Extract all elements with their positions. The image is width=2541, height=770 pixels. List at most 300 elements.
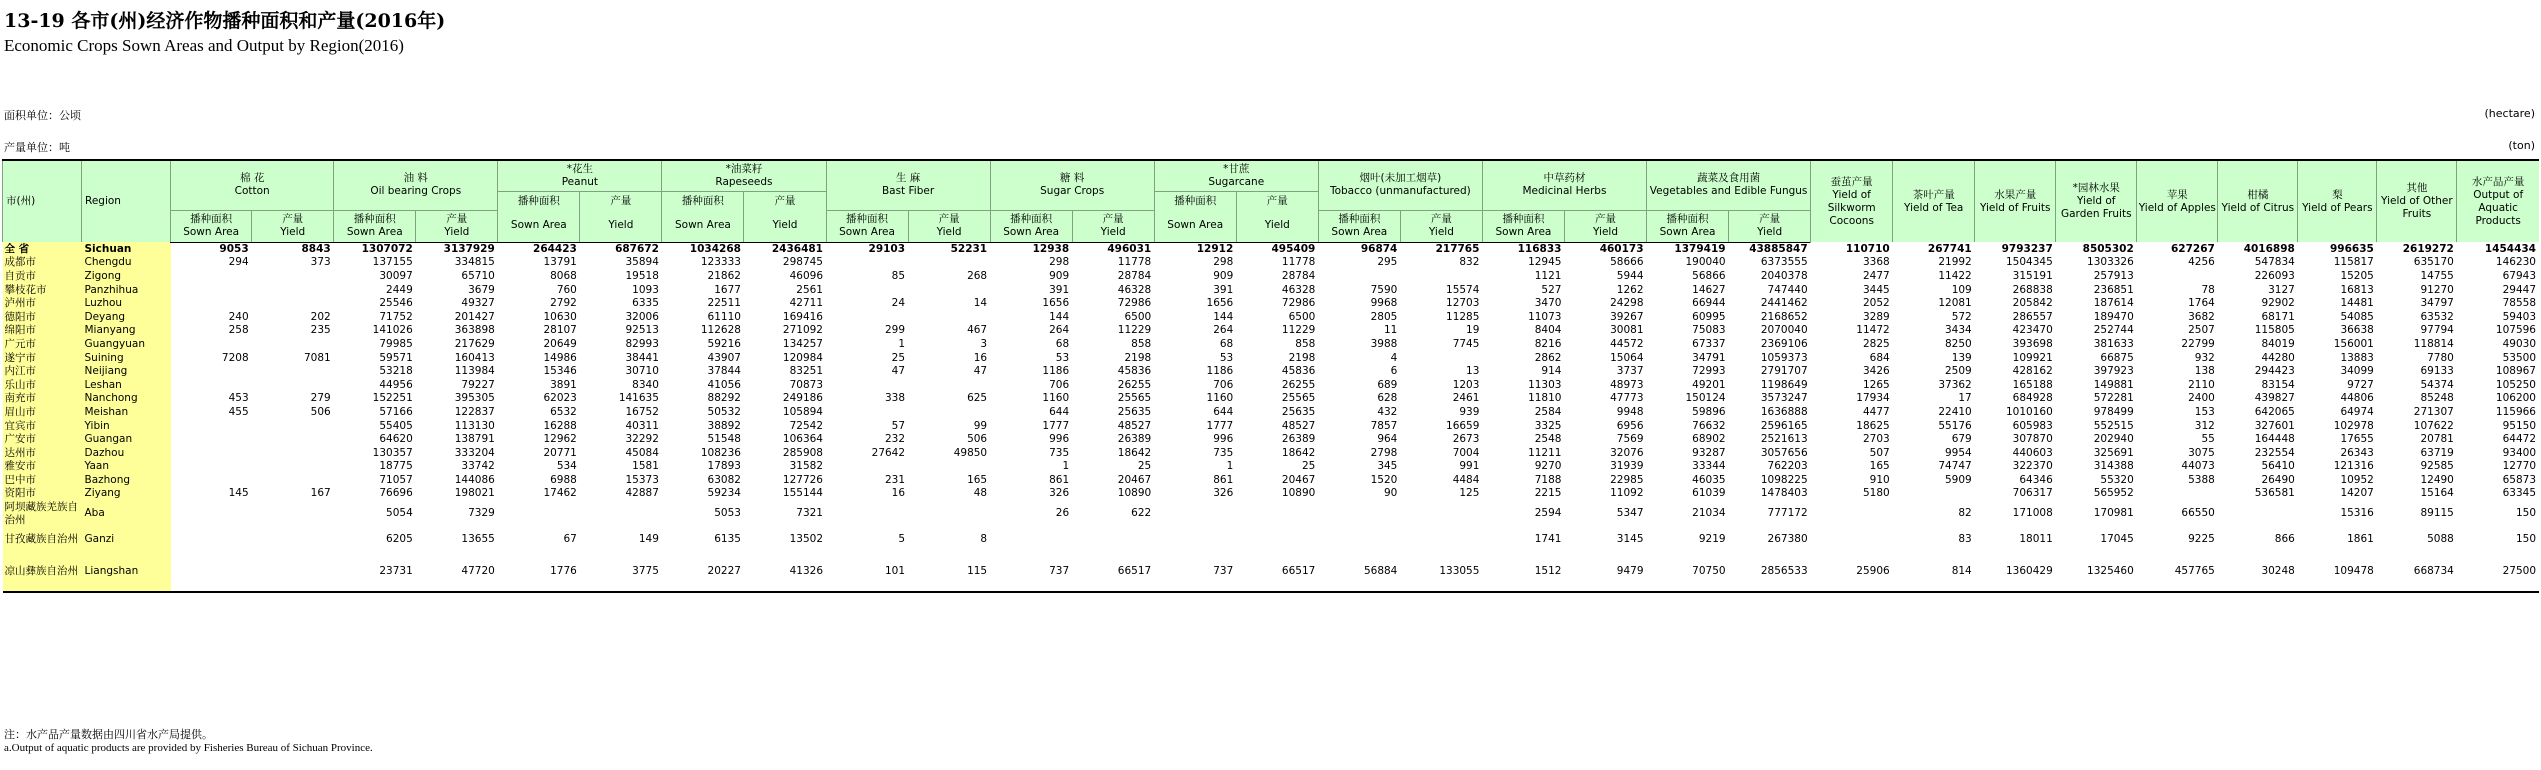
cell-value: 134257 <box>782 337 823 350</box>
cell-value: 1160 <box>1206 392 1234 405</box>
cell-value: 14755 <box>2420 269 2454 282</box>
header-region-en: Region <box>82 160 171 242</box>
cell-value: 1059373 <box>1760 351 1808 364</box>
region-name-en: Neijiang <box>82 365 171 379</box>
cell-value: 2477 <box>1862 269 1890 282</box>
cell-value: 32006 <box>625 310 659 323</box>
header-sown-7: 播种面积 Sown Area <box>1318 210 1400 242</box>
cell-value: 64472 <box>2502 433 2536 446</box>
header-vegetables: 蔬菜及食用菌 Vegetables and Edible Fungus <box>1647 160 1811 210</box>
cell-value: 1098225 <box>1760 473 1808 486</box>
table-row <box>3 487 2540 501</box>
cell-value: 7569 <box>1616 433 1644 446</box>
cell-value: 42887 <box>625 487 659 500</box>
cell-value: 4 <box>1390 351 1398 364</box>
cell-value: 63719 <box>2420 446 2454 459</box>
cell-value: 28784 <box>1281 269 1316 282</box>
cell-value: 27642 <box>871 446 906 459</box>
cell-value: 295 <box>1377 256 1398 269</box>
cell-value: 18625 <box>1856 419 1890 432</box>
cell-value: 25635 <box>1117 405 1152 418</box>
region-name-en: Dazhou <box>82 446 171 460</box>
cell-value: 130357 <box>372 446 413 459</box>
cell-value: 327601 <box>2254 419 2295 432</box>
cell-value: 66517 <box>1072 553 1154 592</box>
cell-value <box>171 433 252 447</box>
cell-value: 49850 <box>953 446 988 459</box>
cell-value: 1764 <box>2188 297 2215 310</box>
cell-value: 605983 <box>2012 419 2053 432</box>
cell-value: 165 <box>1869 460 1890 473</box>
cell-value: 391 <box>1049 283 1070 296</box>
cell-value <box>171 553 252 592</box>
cell-value: 326 <box>1049 487 1070 500</box>
cell-value: 150 <box>2515 533 2536 546</box>
cell-value: 11472 <box>1856 324 1890 337</box>
cell-value: 72542 <box>789 419 823 432</box>
cell-value: 363898 <box>454 324 495 337</box>
region-name-en: Luzhou <box>82 297 171 311</box>
cell-value: 457765 <box>2137 553 2218 592</box>
footnote-cn: 注：水产品产量数据由四川省水产局提供。 <box>4 728 213 741</box>
cell-value: 264 <box>1049 324 1070 337</box>
cell-value: 47 <box>973 365 988 378</box>
cell-value: 49201 <box>1692 378 1726 391</box>
header-sown-9: 播种面积 Sown Area <box>1647 210 1729 242</box>
cell-value: 15346 <box>543 365 577 378</box>
cell-value: 6988 <box>550 473 577 486</box>
header-yield-3: Yield <box>744 210 826 242</box>
cell-value: 22799 <box>2181 337 2215 350</box>
cell-value: 1504345 <box>2006 256 2053 269</box>
cell-value: 61039 <box>1692 487 1726 500</box>
cell-value: 12912 <box>1196 242 1234 255</box>
cell-value: 115966 <box>2495 405 2536 418</box>
cell-value: 2703 <box>1862 433 1890 446</box>
header-peanut-sown: 播种面积 <box>498 192 580 211</box>
cell-value: 8505302 <box>2082 242 2134 255</box>
region-name-cn: 资阳市 <box>3 487 82 501</box>
region-name-en: Sichuan <box>82 242 171 256</box>
cell-value: 18011 <box>2019 533 2053 546</box>
cell-value: 4477 <box>1862 405 1890 418</box>
table-row <box>3 256 2540 270</box>
cell-value: 14627 <box>1692 283 1726 296</box>
cell-value: 25565 <box>1281 392 1316 405</box>
cell-value <box>252 378 334 392</box>
cell-value: 9053 <box>219 242 249 255</box>
cell-value: 67943 <box>2502 269 2536 282</box>
cell-value: 63532 <box>2420 310 2454 323</box>
cell-value: 18642 <box>1281 446 1316 459</box>
cell-value: 53 <box>1219 351 1234 364</box>
cell-value: 49030 <box>2502 337 2536 350</box>
cell-value: 68 <box>1219 337 1234 350</box>
table-row <box>3 338 2540 352</box>
cell-value: 4256 <box>2188 256 2215 269</box>
cell-value: 432 <box>1377 405 1398 418</box>
cell-value: 6373555 <box>1760 256 1808 269</box>
cell-value: 61110 <box>707 310 741 323</box>
cell-value: 25546 <box>379 297 413 310</box>
unit-area-cn: 面积单位：公顷 <box>4 109 81 122</box>
cell-value: 17045 <box>2100 533 2134 546</box>
cell-value: 991 <box>1459 460 1480 473</box>
cell-value: 14 <box>973 297 988 310</box>
cell-value: 2052 <box>1862 297 1890 310</box>
cell-value: 315191 <box>2012 269 2053 282</box>
cell-value: 42711 <box>789 297 823 310</box>
cell-value <box>252 501 334 527</box>
cell-value: 141026 <box>372 324 413 337</box>
cell-value: 24 <box>891 297 906 310</box>
cell-value: 2507 <box>2188 324 2215 337</box>
header-sown-8: 播种面积 Sown Area <box>1482 210 1564 242</box>
cell-value: 3426 <box>1862 365 1890 378</box>
cell-value: 66550 <box>2181 507 2215 520</box>
header-peanut: *花生 Peanut <box>498 160 662 192</box>
cell-value: 861 <box>1049 473 1070 486</box>
cell-value: 909 <box>1049 269 1070 282</box>
cell-value: 12490 <box>2420 473 2454 486</box>
cell-value: 334815 <box>454 256 495 269</box>
cell-value: 286557 <box>2012 310 2053 323</box>
cell-value: 7321 <box>796 507 823 520</box>
cell-value: 95150 <box>2502 419 2536 432</box>
cell-value: 6500 <box>1288 310 1316 323</box>
cell-value: 5053 <box>714 507 741 520</box>
cell-value: 3775 <box>580 553 662 592</box>
cell-value: 2862 <box>1534 351 1562 364</box>
cell-value: 909 <box>1213 269 1234 282</box>
cell-value: 82 <box>1958 507 1972 520</box>
region-name-en: Suining <box>82 351 171 365</box>
cell-value: 1454434 <box>2484 242 2536 255</box>
header-yield-2: Yield <box>580 210 662 242</box>
cell-value: 1186 <box>1206 365 1234 378</box>
header-sown-5: 播种面积 Sown Area <box>990 210 1072 242</box>
cell-value: 70873 <box>789 378 823 391</box>
cell-value <box>171 297 252 311</box>
cell-value: 44572 <box>1610 337 1644 350</box>
cell-value: 6205 <box>386 533 413 546</box>
header-cotton: 棉 花 Cotton <box>171 160 334 210</box>
cell-value: 8 <box>980 533 988 546</box>
cell-value: 190040 <box>1685 256 1726 269</box>
cell-value: 1636888 <box>1760 405 1808 418</box>
cell-value: 3289 <box>1862 310 1890 323</box>
cell-value: 21034 <box>1692 507 1726 520</box>
header-sugarcane-sown: 播种面积 <box>1154 192 1236 211</box>
header-yield-6: Yield <box>1236 210 1318 242</box>
cell-value: 49327 <box>461 297 495 310</box>
cell-value <box>171 365 252 379</box>
cell-value: 684928 <box>2012 392 2053 405</box>
cell-value: 333204 <box>454 446 495 459</box>
cell-value: 2594 <box>1534 507 1562 520</box>
cell-value: 59403 <box>2502 310 2536 323</box>
cell-value: 92585 <box>2420 460 2454 473</box>
cell-value: 762203 <box>1767 460 1808 473</box>
cell-value: 62023 <box>543 392 577 405</box>
cell-value: 37844 <box>707 365 741 378</box>
cell-value: 10890 <box>1281 487 1316 500</box>
cell-value: 294 <box>228 256 249 269</box>
cell-value: 137155 <box>372 256 413 269</box>
cell-value: 552515 <box>2093 419 2134 432</box>
cell-value: 11211 <box>1528 446 1562 459</box>
header-other-fruits: 其他 Yield of Other Fruits <box>2377 160 2457 242</box>
cell-value: 71057 <box>379 473 413 486</box>
cell-value: 69133 <box>2420 365 2454 378</box>
cell-value: 20771 <box>543 446 577 459</box>
cell-value: 149881 <box>2093 378 2134 391</box>
region-name-en: Nanchong <box>82 392 171 406</box>
cell-value: 20227 <box>662 553 744 592</box>
cell-value <box>252 474 334 488</box>
cell-value: 2509 <box>1945 365 1972 378</box>
cell-value <box>1811 527 1893 553</box>
table-row <box>3 460 2540 474</box>
cell-value: 322370 <box>2012 460 2053 473</box>
cell-value: 507 <box>1869 446 1890 459</box>
cell-value: 57 <box>891 419 906 432</box>
region-name-en: Deyang <box>82 310 171 324</box>
cell-value: 16 <box>891 487 906 500</box>
cell-value: 78 <box>2201 283 2215 296</box>
cell-value: 861 <box>1213 473 1234 486</box>
cell-value: 910 <box>1869 473 1890 486</box>
cell-value: 59216 <box>707 337 741 350</box>
cell-value: 1093 <box>632 283 659 296</box>
cell-value: 10890 <box>1117 487 1152 500</box>
region-name-cn: 南充市 <box>3 392 82 406</box>
region-name-en: Zigong <box>82 270 171 284</box>
cell-value: 18775 <box>379 460 413 473</box>
cell-value: 5388 <box>2188 473 2215 486</box>
cell-value: 25906 <box>1811 553 1893 592</box>
cell-value: 66875 <box>2100 351 2134 364</box>
cell-value <box>171 378 252 392</box>
header-sugarcane-yield: 产量 <box>1236 192 1318 211</box>
cell-value: 268838 <box>2012 283 2053 296</box>
cell-value: 285908 <box>782 446 823 459</box>
cell-value: 2070040 <box>1760 324 1808 337</box>
unit-yield-en: (ton) <box>2508 139 2535 152</box>
cell-value: 84019 <box>2261 337 2295 350</box>
footnote-en: a.Output of aquatic products are provided by Fisheries Bureau of Sichuan Province. <box>4 742 373 754</box>
cell-value: 11303 <box>1528 378 1562 391</box>
cell-value: 91270 <box>2420 283 2454 296</box>
region-name-cn: 成都市 <box>3 256 82 270</box>
table-row <box>3 392 2540 406</box>
header-rapeseeds-sown: 播种面积 <box>662 192 744 211</box>
table-row <box>3 270 2540 284</box>
cell-value: 5054 <box>386 507 413 520</box>
table-row <box>3 324 2540 338</box>
cell-value: 205842 <box>2012 297 2053 310</box>
cell-value: 3075 <box>2188 446 2215 459</box>
cell-value: 668734 <box>2377 553 2457 592</box>
cell-value <box>252 446 334 460</box>
cell-value: 252744 <box>2093 324 2134 337</box>
cell-value: 232 <box>885 433 906 446</box>
cell-value: 34099 <box>2340 365 2374 378</box>
table-row <box>3 378 2540 392</box>
cell-value: 1198649 <box>1760 378 1808 391</box>
cell-value: 5180 <box>1862 487 1890 500</box>
cell-value: 760 <box>556 283 577 296</box>
cell-value: 460173 <box>1599 242 1644 255</box>
cell-value: 267380 <box>1767 533 1808 546</box>
cell-value: 20467 <box>1117 473 1152 486</box>
header-bast-fiber: 生 麻 Bast Fiber <box>826 160 990 210</box>
cell-value: 55320 <box>2100 473 2134 486</box>
cell-value: 107622 <box>2413 419 2454 432</box>
cell-value: 26255 <box>1117 378 1152 391</box>
cell-value: 70750 <box>1647 553 1729 592</box>
cell-value: 16813 <box>2340 283 2374 296</box>
cell-value: 453 <box>228 392 249 405</box>
cell-value: 105894 <box>782 405 823 418</box>
cell-value: 90 <box>1383 487 1398 500</box>
header-tea: 茶叶产量 Yield of Tea <box>1893 160 1975 242</box>
cell-value: 11 <box>1383 324 1398 337</box>
region-name-cn: 绵阳市 <box>3 324 82 338</box>
cell-value: 307870 <box>2012 433 2053 446</box>
cell-value: 2168652 <box>1760 310 1808 323</box>
cell-value: 996 <box>1213 433 1234 446</box>
cell-value <box>1318 270 1400 284</box>
cell-value: 527 <box>1541 283 1562 296</box>
cell-value: 7004 <box>1452 446 1480 459</box>
region-name-en: Meishan <box>82 406 171 420</box>
cell-value: 706317 <box>2012 487 2053 500</box>
header-herbs: 中草药材 Medicinal Herbs <box>1482 160 1646 210</box>
cell-value: 1478403 <box>1760 487 1808 500</box>
cell-value: 57166 <box>379 405 413 418</box>
cell-value: 747440 <box>1767 283 1808 296</box>
cell-value: 8843 <box>301 242 331 255</box>
cell-value: 13502 <box>789 533 823 546</box>
cell-value: 67337 <box>1692 337 1726 350</box>
cell-value: 1160 <box>1042 392 1070 405</box>
cell-value: 326 <box>1213 487 1234 500</box>
cell-value: 2441462 <box>1760 297 1808 310</box>
region-name-en: Yibin <box>82 419 171 433</box>
cell-value: 21992 <box>1938 256 1972 269</box>
cell-value: 735 <box>1213 446 1234 459</box>
header-yield-7: 产量 Yield <box>1400 210 1482 242</box>
cell-value: 53500 <box>2502 351 2536 364</box>
cell-value: 31939 <box>1610 460 1644 473</box>
header-yield-4: 产量 Yield <box>908 210 990 242</box>
cell-value: 68 <box>1055 337 1070 350</box>
cell-value: 17934 <box>1856 392 1890 405</box>
cell-value: 198021 <box>454 487 495 500</box>
cell-value <box>498 501 580 527</box>
cell-value: 635170 <box>2413 256 2454 269</box>
cell-value: 2215 <box>1534 487 1562 500</box>
cell-value: 9954 <box>1945 446 1972 459</box>
cell-value: 3682 <box>2188 310 2215 323</box>
cell-value: 55 <box>2201 433 2215 446</box>
cell-value: 3368 <box>1862 256 1890 269</box>
cell-value: 155144 <box>782 487 823 500</box>
cell-value: 1360429 <box>1975 553 2056 592</box>
region-name-cn: 遂宁市 <box>3 351 82 365</box>
region-name-en: Yaan <box>82 460 171 474</box>
cell-value: 3573247 <box>1760 392 1808 405</box>
cell-value: 138791 <box>454 433 495 446</box>
cell-value: 72986 <box>1281 297 1316 310</box>
cell-value: 5347 <box>1616 507 1644 520</box>
cell-value: 26389 <box>1117 433 1152 446</box>
cell-value: 101 <box>826 553 908 592</box>
cell-value: 1307072 <box>361 242 413 255</box>
cell-value <box>171 446 252 460</box>
cell-value <box>826 283 908 297</box>
region-name-en: Ganzi <box>82 527 171 553</box>
cell-value: 4484 <box>1452 473 1480 486</box>
cell-value: 28784 <box>1117 269 1152 282</box>
cell-value: 105250 <box>2495 378 2536 391</box>
cell-value: 17462 <box>543 487 577 500</box>
cell-value: 858 <box>1295 337 1316 350</box>
cell-value <box>826 460 908 474</box>
cell-value: 44956 <box>379 378 413 391</box>
cell-value <box>1154 501 1236 527</box>
cell-value: 257913 <box>2093 269 2134 282</box>
cell-value: 52231 <box>950 242 988 255</box>
cell-value: 202940 <box>2093 433 2134 446</box>
cell-value: 56884 <box>1318 553 1400 592</box>
cell-value: 8404 <box>1534 324 1562 337</box>
cell-value: 53 <box>1055 351 1070 364</box>
cell-value <box>171 283 252 297</box>
cell-value: 59234 <box>707 487 741 500</box>
cell-value: 737 <box>990 553 1072 592</box>
cell-value: 6 <box>1390 365 1398 378</box>
cell-value: 395305 <box>454 392 495 405</box>
cell-value: 108967 <box>2495 365 2536 378</box>
cell-value: 27500 <box>2457 553 2539 592</box>
cell-value: 120984 <box>782 351 823 364</box>
cell-value: 55405 <box>379 419 413 432</box>
cell-value: 3137929 <box>443 242 495 255</box>
cell-value: 271092 <box>782 324 823 337</box>
cell-value: 115817 <box>2333 256 2374 269</box>
cell-value: 298 <box>1213 256 1234 269</box>
cell-value: 54085 <box>2340 310 2374 323</box>
cell-value: 312 <box>2194 419 2215 432</box>
cell-value: 15164 <box>2420 487 2454 500</box>
region-name-cn: 广元市 <box>3 338 82 352</box>
cell-value: 64620 <box>379 433 413 446</box>
cell-value: 684 <box>1869 351 1890 364</box>
unit-area-en: (hectare) <box>2484 107 2535 120</box>
cell-value: 268 <box>967 269 988 282</box>
cell-value: 78558 <box>2502 297 2536 310</box>
cell-value: 1677 <box>714 283 741 296</box>
cell-value: 75083 <box>1692 324 1726 337</box>
cell-value: 298745 <box>782 256 823 269</box>
cell-value: 381633 <box>2093 337 2134 350</box>
cell-value: 3470 <box>1534 297 1562 310</box>
cell-value: 3434 <box>1945 324 1972 337</box>
cell-value: 127726 <box>782 473 823 486</box>
cell-value: 6335 <box>632 297 659 310</box>
